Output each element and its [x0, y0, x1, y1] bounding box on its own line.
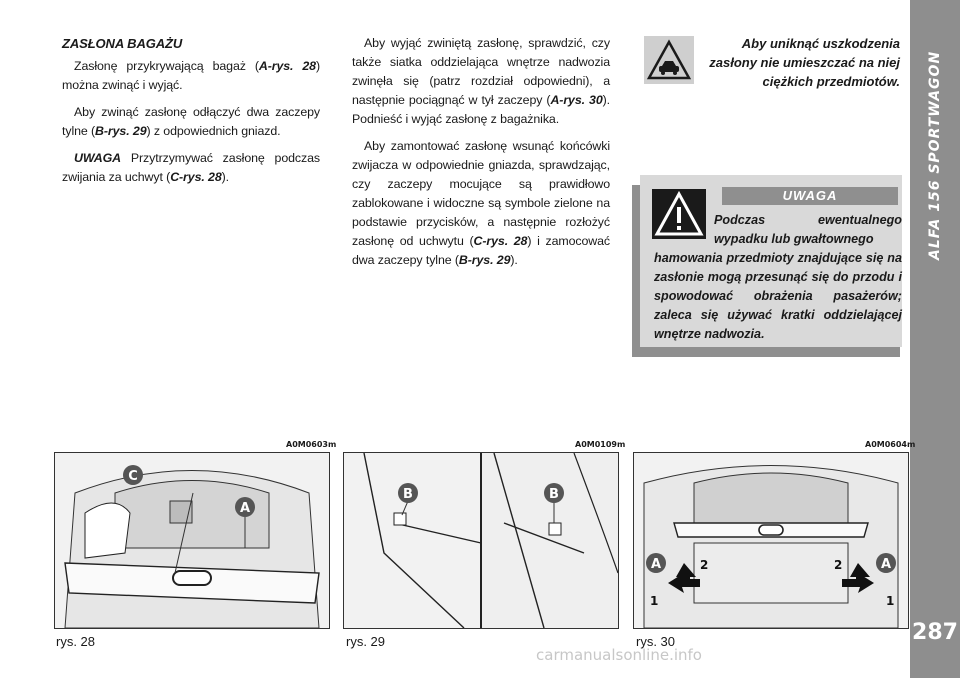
paragraph [352, 34, 610, 129]
note-lead: UWAGA [74, 151, 121, 165]
figure-ref: C-rys. 28 [473, 234, 528, 248]
side-title: ALFA 156 SPORTWAGON [927, 50, 943, 260]
figure-ref: B-rys. 29 [95, 124, 147, 138]
callout-b-right: B [549, 487, 559, 502]
figure-28-illustration [55, 453, 329, 628]
caution-text: Aby uniknąć uszkodzenia zasłony nie umieszczać na niej ciężkich przedmiotów. [709, 36, 900, 89]
warning-note [632, 175, 904, 357]
section-heading: ZASŁONA BAGAŻU [62, 36, 183, 51]
text-column-1 [62, 34, 320, 195]
text: Przytrzymywać zasłonę podczas zwijania za uchwyt ( [62, 151, 320, 184]
callout-a-right: A [880, 557, 892, 572]
paragraph [62, 57, 320, 95]
warning-line-a: Podczas ewentualnego wypadku lub gwałtownego [714, 213, 902, 246]
figure-code: A0M0109m [575, 440, 626, 449]
figure-caption: rys. 28 [56, 634, 96, 649]
figure-ref: A-rys. 28 [258, 59, 316, 73]
warning-label: UWAGA [722, 187, 898, 205]
callout-c: C [128, 469, 138, 484]
callout-b-left: B [403, 487, 413, 502]
figure-28 [54, 452, 330, 629]
figure-30 [633, 452, 909, 629]
note-panel [640, 175, 902, 347]
car-weight-icon [644, 36, 694, 84]
text: ) i zamocować dwa zaczepy tylne ( [352, 234, 610, 267]
figure-caption: rys. 29 [346, 634, 386, 649]
callout-a: A [239, 501, 251, 516]
text: Aby zwinąć zasłonę odłączyć dwa zaczepy tylne ( [62, 105, 320, 138]
text: ). [510, 253, 518, 267]
figure-29-illustration [344, 453, 618, 628]
paragraph [62, 149, 320, 187]
warning-line-b: hamowania przedmioty znajdujące się na zasłonie mogą przesunąć się do przodu i spowodować obrażenia pasażerów; zaleca się używać kratki oddzielającej wnętrze nadwozia. [654, 251, 902, 341]
step-2-left: 2 [700, 558, 709, 572]
figure-30-illustration [634, 453, 908, 628]
paragraph [352, 137, 610, 270]
text-column-2 [352, 34, 610, 278]
text: Aby wyjąć zwiniętą zasłonę, sprawdzić, czy także siatka oddzielająca wnętrze nadwozia zwinęła się (patrz rozdział odpowiedni), a następnie pociągnąć w tył zaczepy ( [352, 36, 610, 107]
step-2-right: 2 [834, 558, 843, 572]
paragraph [62, 103, 320, 141]
callout-a-left: A [650, 557, 662, 572]
warning-text [654, 211, 902, 344]
step-1-right: 1 [886, 594, 895, 608]
figure-caption: rys. 30 [636, 634, 676, 649]
figure-code: A0M0604m [865, 440, 916, 449]
figure-code: A0M0603m [286, 440, 337, 449]
figure-ref: B-rys. 29 [458, 253, 511, 267]
text: ). Podnieść i wyjąć zasłonę z bagażnika. [352, 93, 610, 126]
text: ) z odpowiednich gniazd. [146, 124, 281, 138]
page-number: 287 [912, 620, 958, 645]
caution-note [644, 34, 899, 94]
figure-29 [343, 452, 619, 629]
text: Zasłonę przykrywającą bagaż ( [74, 59, 259, 73]
watermark: carmanualsonline.info [536, 646, 702, 664]
text: ) można zwinąć i wyjąć. [62, 59, 320, 92]
text: ). [221, 170, 230, 184]
step-1-left: 1 [650, 594, 659, 608]
figure-ref: C-rys. 28 [170, 170, 222, 184]
text: Aby zamontować zasłonę wsunąć końcówki zwijacza w odpowiednie gniazda, sprawdzając, czy zaczepy mocujące są prawidłowo zablokowane i widoczne są symbole zielone na podstawie przycisków, a następnie rozłożyć zasłonę od uchwytu ( [352, 139, 610, 248]
figure-ref: A-rys. 30 [550, 93, 603, 107]
